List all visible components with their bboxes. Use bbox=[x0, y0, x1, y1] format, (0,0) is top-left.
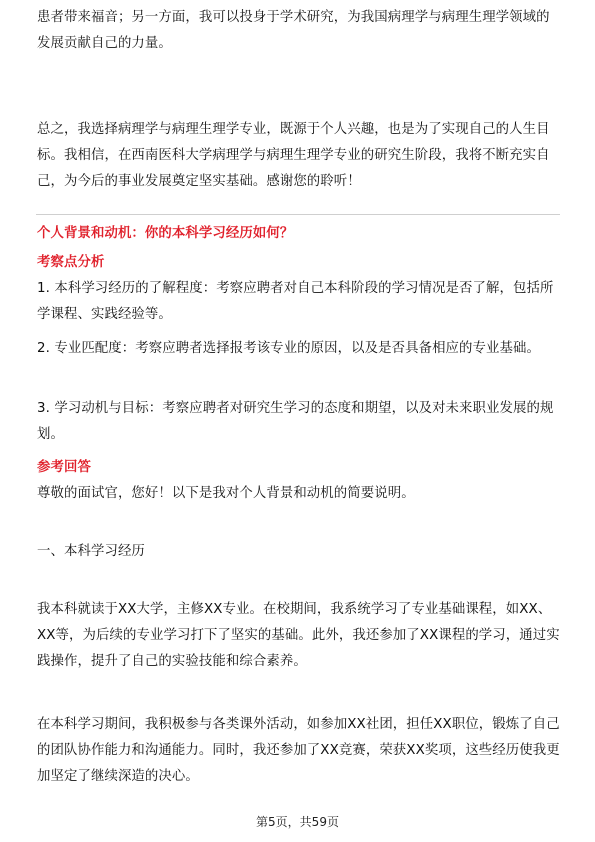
answer-heading: 参考回答 bbox=[37, 460, 91, 475]
page-number: 第5页，共59页 bbox=[256, 815, 339, 829]
section-heading: 一、本科学习经历 bbox=[37, 544, 145, 559]
intro-paragraph-end: 患者带来福音；另一方面，我可以投身于学术研究，为我国病理学与病理生理学领域的发展贡献自己的力量。 bbox=[37, 10, 550, 51]
analysis-item-3: 3. 学习动机与目标：考察应聘者对研究生学习的态度和期望，以及对未来职业发展的规划。 bbox=[37, 401, 554, 442]
section-divider bbox=[36, 214, 560, 215]
analysis-item-2: 2. 专业匹配度：考察应聘者选择报考该专业的原因，以及是否具备相应的专业基础。 bbox=[37, 341, 540, 356]
question-title: 个人背景和动机：你的本科学习经历如何？ bbox=[37, 226, 294, 241]
conclusion-paragraph: 总之，我选择病理学与病理生理学专业，既源于个人兴趣，也是为了实现自己的人生目标。我相信，在西南医科大学病理学与病理生理学专业的研究生阶段，我将不断充实自己，为今后的事业发展奠定坚实基础。感谢您的聆听！ bbox=[37, 122, 550, 189]
analysis-item-1: 1. 本科学习经历的了解程度：考察应聘者对自己本科阶段的学习情况是否了解，包括所学课程、实践经验等。 bbox=[37, 281, 554, 322]
answer-opening: 尊敬的面试官，您好！以下是我对个人背景和动机的简要说明。 bbox=[37, 486, 415, 501]
answer-paragraph-2: 在本科学习期间，我积极参与各类课外活动，如参加XX社团，担任XX职位，锻炼了自己的团队协作能力和沟通能力。同时，我还参加了XX竞赛，荣获XX奖项，这些经历使我更加坚定了继续深造的决心。 bbox=[37, 717, 560, 784]
analysis-heading: 考察点分析 bbox=[37, 255, 105, 270]
answer-paragraph-1: 我本科就读于XX大学，主修XX专业。在校期间，我系统学习了专业基础课程，如XX、XX等，为后续的专业学习打下了坚实的基础。此外，我还参加了XX课程的学习，通过实践操作，提升了自己的实验技能和综合素养。 bbox=[37, 602, 560, 669]
